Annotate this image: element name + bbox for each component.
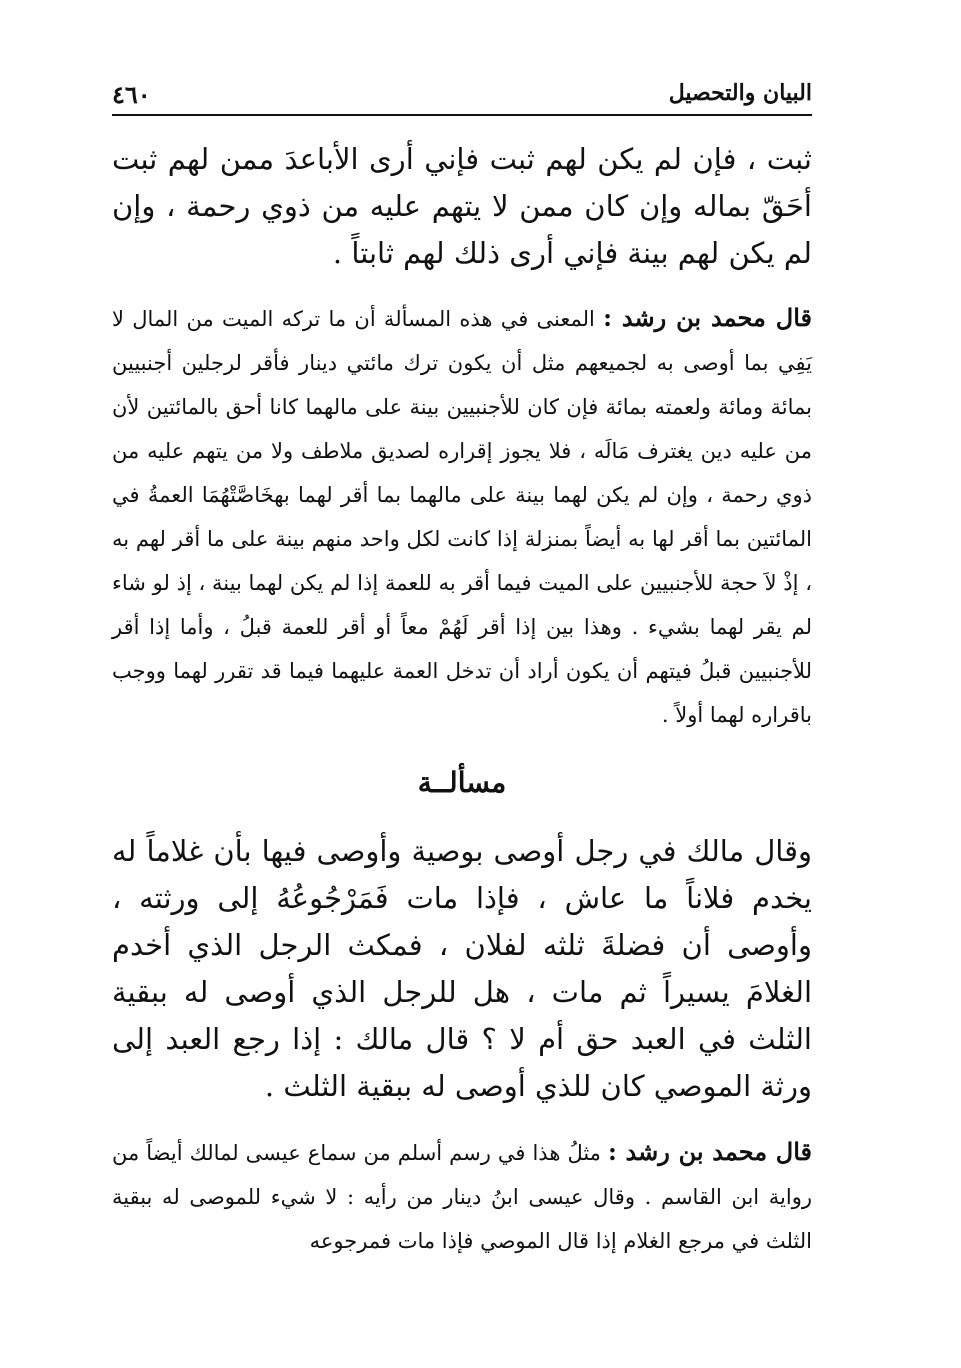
page-number: ٤٦٠ [112, 80, 151, 109]
paragraph-4 [112, 1130, 812, 1270]
paragraph-1: ثبت ، فإن لم يكن لهم ثبت فإني أرى الأباعدَ ممن لهم ثبت أحَقّ بماله وإن كان ممن لا يتهم عليه من ذوي رحمة ، وإن لم يكن لهم بينة فإني أرى ذلك لهم ثابتاً . [112, 142, 812, 270]
paragraph-2 [112, 296, 812, 746]
book-title: البيان والتحصيل [668, 80, 812, 106]
commentary-author: قال محمد بن رشد : [603, 303, 812, 332]
page-header [112, 76, 812, 112]
header-divider [112, 114, 812, 116]
section-title: مسألــة [417, 766, 507, 799]
commentary-text: المعنى في هذه المسألة أن ما تركه الميت من المال لا يَفِي بما أوصى به لجميعهم مثل أن يكون ترك مائتي دينار فأقر لرجلين أجنبيين بمائة ومائة ولعمته بمائة فإن كان للأجنبيين بينة على مالهما كانا أحق بالمائتين لأن من عليه دين يغترف مَالَه ، فلا يجوز إقراره لصديق ملاطف ولا من يتهم عليه من ذوي رحمة ، وإن لم يكن لهما بينة على مالهما بما أقر لهما بهخَاصَّتْهُمَا العمةُ في المائتين بما أقر لها به أيضاً بمنزلة إذا كانت لكل واحد منهم بينة على ما أقر لهم به ، إذْ لاَ حجة للأجنبيين على الميت فيما أقر به للعمة إذا لم يكن لهما بينة ، إذ لو شاء لم يقر لهما بشيء . وهذا بين إذا أقر لَهُمْ معاً أو أقر للعمة قبلُ ، وأما إذا أقر للأجنبيين قبلُ فيتهم أن يكون أراد أن تدخل العمة عليهما فيما قد تقرر لهما ووجب باقراره لهما أولاً . [112, 307, 812, 727]
commentary-author-2: قال محمد بن رشد : [607, 1137, 812, 1166]
paragraph-3: وقال مالك في رجل أوصى بوصية وأوصى فيها بأن غلاماً له يخدم فلاناً ما عاش ، فإذا مات فَمَرْجُوعُهُ إلى ورثته ، وأوصى أن فضلةَ ثلثه لفلان ، فمكث الرجل الذي أخدم الغلامَ يسيراً ثم مات ، هل للرجل الذي أوصى له ببقية الثلث في العبد حق أم لا ؟ قال مالك : إذا رجع العبد إلى ورثة الموصي كان للذي أوصى له ببقية الثلث . [112, 834, 812, 1103]
commentary-text-2: مثلُ هذا في رسم أسلم من سماع عيسى لمالك أيضاً من رواية ابن القاسم . وقال عيسى ابنُ دينار من رأيه : لا شيء للموصى له ببقية الثلث في مرجع الغلام إذا قال الموصي فإذا مات فمرجوعه [112, 1141, 813, 1253]
